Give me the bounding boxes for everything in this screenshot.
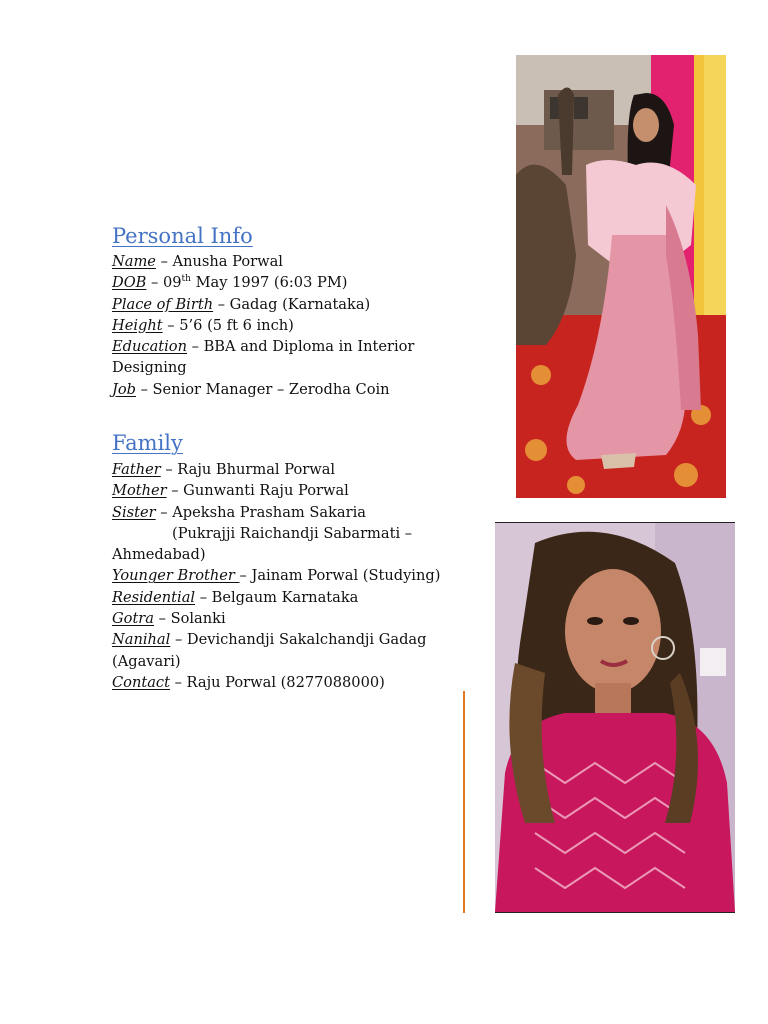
name-row: [112, 251, 462, 272]
nanihal-label: Nanihal: [112, 631, 171, 649]
dob-ordinal: th: [181, 274, 191, 285]
job-row: [112, 379, 462, 400]
job-label: Job: [112, 380, 136, 398]
younger-brother-value: – Jainam Porwal (Studying): [239, 567, 441, 585]
sister-row: [112, 502, 462, 523]
gotra-value: – Solanki: [154, 610, 226, 628]
dob-label: DOB: [112, 274, 147, 292]
contact-label: Contact: [112, 673, 170, 691]
dob-value-post: May 1997 (6:03 PM): [190, 274, 348, 292]
younger-brother-row: [112, 565, 462, 586]
education-row: [112, 336, 462, 357]
gotra-label: Gotra: [112, 610, 154, 628]
father-label: Father: [112, 461, 161, 478]
personal-info-heading: Personal Info: [112, 224, 253, 248]
portrait-photo-selfie: [495, 522, 735, 913]
height-row: [112, 315, 462, 336]
name-value: – Anusha Porwal: [155, 253, 283, 270]
education-label: Education: [112, 338, 187, 356]
sister-value: – Apeksha Prasham Sakaria: [155, 503, 366, 521]
mother-row: [112, 480, 462, 501]
height-value: – 5’6 (5 ft 6 inch): [162, 316, 294, 334]
sister-continuation-2: Ahmedabad): [112, 546, 206, 564]
mother-value: – Gunwanti Raju Porwal: [166, 482, 349, 500]
father-row: [112, 459, 462, 480]
gotra-row: [112, 608, 462, 629]
sister-label: Sister: [112, 503, 156, 521]
place-of-birth-row: [112, 294, 462, 315]
contact-value: – Raju Porwal (8277088000): [169, 673, 385, 691]
dob-value-pre: – 09: [146, 274, 182, 292]
dob-row: [112, 272, 462, 293]
place-of-birth-label: Place of Birth: [112, 295, 214, 313]
personal-info-list: [112, 251, 462, 400]
education-continuation: Designing: [112, 359, 187, 377]
portrait-photo-selfie-image: [495, 523, 735, 912]
portrait-photo-saree-image: [516, 55, 726, 498]
father-value: – Raju Bhurmal Porwal: [160, 461, 336, 478]
contact-row: [112, 672, 462, 693]
nanihal-value: – Devichandji Sakalchandji Gadag: [170, 631, 427, 649]
job-value: – Senior Manager – Zerodha Coin: [135, 380, 390, 398]
nanihal-continuation: (Agavari): [112, 652, 181, 670]
accent-vertical-rule: [463, 691, 465, 913]
education-value: – BBA and Diploma in Interior: [187, 338, 415, 356]
residential-label: Residential: [112, 588, 196, 606]
sister-continuation-1: (Pukrajji Raichandji Sabarmati –: [172, 524, 413, 542]
residential-row: [112, 587, 462, 608]
family-list: [112, 459, 462, 693]
residential-value: – Belgaum Karnataka: [195, 588, 359, 606]
mother-label: Mother: [112, 482, 167, 500]
height-label: Height: [112, 316, 163, 334]
name-label: Name: [112, 253, 156, 270]
younger-brother-label: Younger Brother: [112, 567, 240, 585]
family-heading: Family: [112, 431, 183, 455]
place-of-birth-value: – Gadag (Karnataka): [213, 295, 371, 313]
nanihal-row: [112, 629, 462, 650]
portrait-photo-saree: [516, 55, 726, 498]
